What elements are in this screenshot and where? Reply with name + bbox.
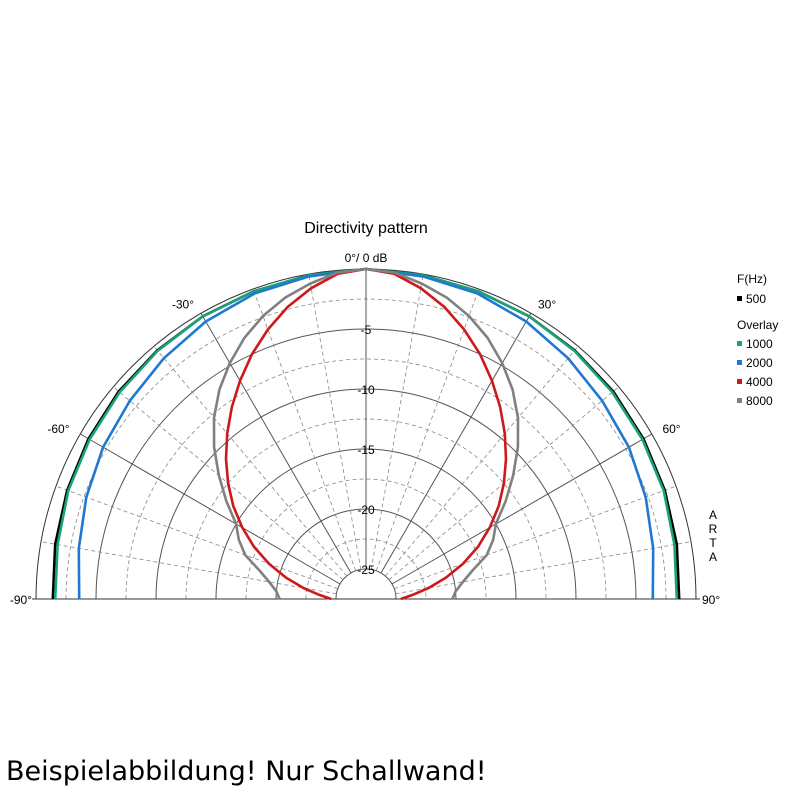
angle-tick-label: -90°	[9, 593, 32, 607]
polar-grid	[32, 269, 700, 599]
legend	[737, 272, 778, 408]
top-label: 0°/ 0 dB	[344, 251, 388, 265]
grid-radial-minor	[309, 274, 361, 569]
grid-radial-minor	[396, 542, 691, 594]
angle-tick-label: 30°	[538, 297, 557, 312]
db-tick-label: -5	[360, 323, 372, 337]
angle-tick-label: -60°	[47, 422, 70, 436]
db-tick-label: -15	[357, 443, 375, 457]
db-tick-label: -20	[357, 503, 375, 517]
angle-tick-label: -30°	[171, 297, 194, 312]
grid-radial-minor	[41, 542, 336, 594]
legend-entry-label: 8000	[746, 394, 773, 408]
angle-tick-label: 60°	[662, 422, 681, 436]
watermark-letter: A	[708, 508, 718, 522]
label-layer	[10, 220, 721, 607]
legend-swatch	[737, 360, 742, 365]
db-tick-label: -25	[357, 563, 375, 577]
legend-entry-label: 1000	[746, 337, 773, 351]
legend-entry-label: 500	[746, 292, 767, 306]
db-tick-label: -10	[357, 383, 375, 397]
legend-swatch	[737, 398, 742, 403]
legend-header: F(Hz)	[737, 272, 767, 286]
chart-title: Directivity pattern	[304, 220, 428, 237]
legend-swatch	[737, 341, 742, 346]
legend-entry-label: 2000	[746, 356, 773, 370]
legend-entry-label: 4000	[746, 375, 773, 389]
watermark-letter: A	[708, 550, 718, 564]
grid-radial-minor	[371, 274, 423, 569]
watermark-letter: R	[708, 522, 718, 536]
legend-swatch	[737, 296, 742, 301]
legend-swatch	[737, 379, 742, 384]
caption: Beispielabbildung! Nur Schallwand!	[6, 756, 487, 787]
legend-overlay-header: Overlay	[737, 318, 779, 332]
watermark-letter: T	[709, 536, 717, 550]
angle-tick-label: 90°	[702, 593, 721, 607]
